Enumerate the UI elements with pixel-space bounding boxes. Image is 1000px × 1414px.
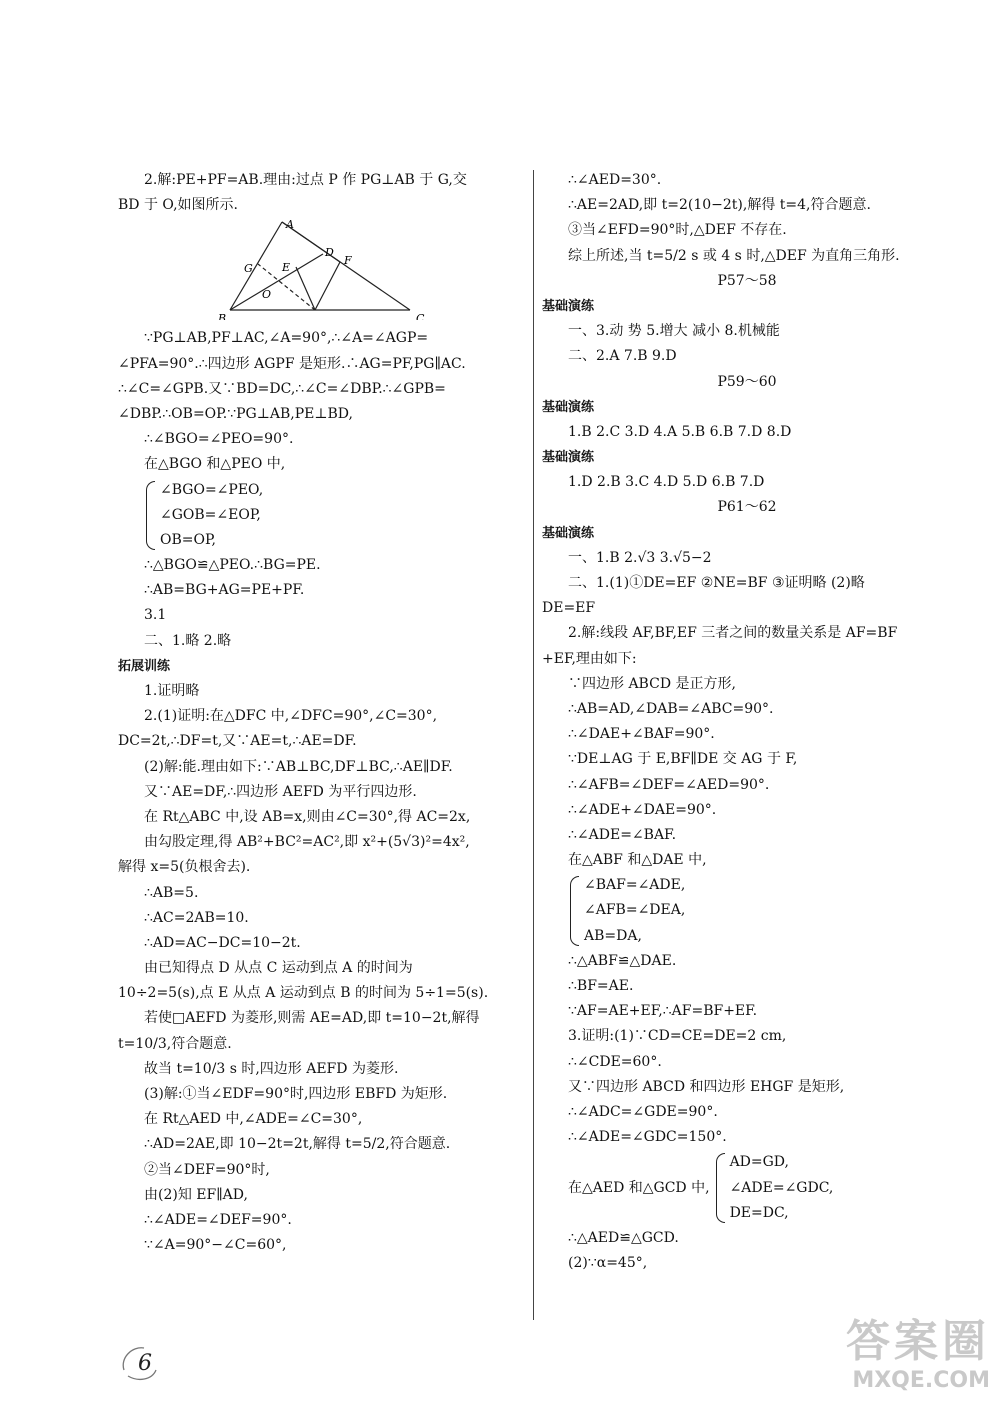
- text-line: 又∵AE=DF,∴四边形 AEFD 为平行四边形.: [144, 783, 417, 800]
- text-line: ∴∠AED=30°.: [568, 172, 662, 188]
- text-line: ∴AB=BG+AG=PE+PF.: [144, 582, 305, 599]
- section-heading: 基础演练: [542, 525, 595, 541]
- figure-label-d: D: [325, 246, 334, 260]
- text-line: ∴∠ADE=∠BAF.: [568, 826, 677, 843]
- watermark-url: MXQE.COM: [852, 1368, 990, 1393]
- text-line: ∴∠ADC=∠GDE=90°.: [568, 1103, 718, 1120]
- text-line: (2)∵α=45°,: [568, 1255, 648, 1272]
- section-heading: 拓展训练: [118, 658, 171, 674]
- text-line: ∴BF=AE.: [568, 978, 634, 994]
- page-number-badge: [118, 1340, 162, 1384]
- text-line: 在△ABF 和△DAE 中,: [568, 852, 707, 869]
- text-line: (2)解:能.理由如下:∵AB⊥BC,DF⊥BC,∴AE∥DF.: [144, 758, 453, 775]
- figure-segment-PE: [296, 267, 315, 310]
- text-line: 在△AED 和△GCD 中,: [568, 1179, 710, 1196]
- text-line: ∴△BGO≌△PEO.∴BG=PE.: [144, 557, 321, 574]
- text-line: 由(2)知 EF∥AD,: [144, 1186, 248, 1203]
- text-line: ∴AB=AD,∠DAB=∠ABC=90°.: [568, 700, 774, 717]
- text-line: 1.证明略: [144, 683, 200, 699]
- text-line: 一、1.B 2.√3 3.√5−2: [568, 549, 712, 566]
- figure-label-g: G: [244, 262, 253, 276]
- text-line: ∠DBP.∴OB=OP.∵PG⊥AB,PE⊥BD,: [118, 405, 353, 422]
- page-range-label: P61～62: [717, 499, 777, 516]
- text-line: ∵AF=AE+EF,∴AF=BF+EF.: [568, 1003, 758, 1020]
- text-line: ∴∠AFB=∠DEF=∠AED=90°.: [568, 776, 770, 793]
- column-divider: [533, 170, 534, 1320]
- text-line: 在△BGO 和△PEO 中,: [144, 456, 286, 473]
- brace-condition: OB=OP,: [160, 531, 217, 548]
- figure-container: [118, 220, 528, 320]
- text-line: ∴△ABF≌△DAE.: [568, 952, 677, 969]
- text-line: 二、2.A 7.B 9.D: [568, 348, 677, 365]
- watermark-logo-text: 答案圈: [846, 1316, 990, 1367]
- text-line: 二、1.略 2.略: [144, 632, 232, 649]
- text-line: +EF,理由如下:: [542, 650, 637, 667]
- text-line: 10÷2=5(s),点 E 从点 A 运动到点 B 的时间为 5÷1=5(s).: [118, 985, 489, 1002]
- text-line: ∵∠A=90°−∠C=60°,: [144, 1237, 287, 1254]
- figure-label-f: F: [344, 254, 352, 268]
- brace-condition: ∠AFB=∠DEA,: [584, 902, 686, 919]
- text-line: DE=EF: [542, 600, 596, 617]
- text-line: 3.证明:(1)∵CD=CE=DE=2 cm,: [568, 1028, 787, 1045]
- figure-label-b: B: [218, 312, 227, 321]
- text-line: ∴AB=5.: [144, 884, 199, 901]
- page-number: 6: [138, 1351, 152, 1376]
- brace-condition: ∠BGO=∠PEO,: [160, 481, 264, 498]
- text-line: 3.1: [144, 607, 167, 624]
- geometry-figure: [118, 220, 528, 320]
- text-line: 2.解:线段 AF,BF,EF 三者之间的数量关系是 AF=BF: [568, 625, 898, 642]
- brace-condition: ∠BAF=∠ADE,: [584, 877, 686, 894]
- text-line: 二、1.(1)①DE=EF ②NE=BF ③证明略 (2)略: [568, 575, 865, 591]
- text-line: ∴△AED≌△GCD.: [568, 1229, 679, 1246]
- figure-label-e: E: [282, 261, 291, 275]
- figure-segment-AB: [230, 222, 282, 310]
- text-line: ∴∠BGO=∠PEO=90°.: [144, 431, 294, 448]
- text-line: 解得 x=5(负根舍去).: [118, 859, 251, 876]
- text-line: 综上所述,当 t=5/2 s 或 4 s 时,△DEF 为直角三角形.: [568, 247, 900, 264]
- section-heading: 基础演练: [542, 450, 595, 466]
- text-line: ∴AC=2AB=10.: [144, 909, 249, 926]
- text-line: 在 Rt△AED 中,∠ADE=∠C=30°,: [144, 1111, 363, 1128]
- page-range-label: P59～60: [717, 373, 777, 390]
- text-line: 一、3.动 势 5.增大 减小 8.机械能: [568, 323, 780, 340]
- figure-segment-PF: [315, 262, 340, 310]
- text-line: DC=2t,∴DF=t,又∵AE=t,∴AE=DF.: [118, 733, 357, 750]
- brace-condition-group: [568, 873, 952, 949]
- text-line: ∴∠ADE+∠DAE=90°.: [568, 801, 717, 818]
- watermark: [760, 1316, 990, 1406]
- figure-label-o: O: [262, 288, 272, 302]
- text-line: 又∵四边形 ABCD 和四边形 EHGF 是矩形,: [568, 1078, 845, 1095]
- text-line: ∴∠ADE=∠DEF=90°.: [144, 1211, 292, 1228]
- text-line: 若使□AEFD 为菱形,则需 AE=AD,即 t=10−2t,解得: [144, 1010, 480, 1027]
- text-line: 在 Rt△ABC 中,设 AB=x,则由∠C=30°,得 AC=2x,: [144, 808, 471, 825]
- brace-condition-group: [144, 478, 528, 554]
- brace-row: [542, 1150, 952, 1226]
- text-line: BD 于 O,如图所示.: [118, 197, 238, 214]
- page-range-label: P57～58: [717, 272, 777, 289]
- text-line: 1.B 2.C 3.D 4.A 5.B 6.B 7.D 8.D: [568, 423, 792, 440]
- text-line: ∴∠CDE=60°.: [568, 1053, 662, 1070]
- brace-condition: ∠ADE=∠GDC,: [729, 1179, 834, 1196]
- right-column: [542, 168, 952, 1276]
- text-line: 由勾股定理,得 AB²+BC²=AC²,即 x²+(5√3)²=4x²,: [144, 834, 470, 851]
- brace-condition: ∠GOB=∠EOP,: [160, 506, 261, 523]
- text-line: ∴∠DAE+∠BAF=90°.: [568, 726, 715, 743]
- text-line: ∴∠ADE=∠GDC=150°.: [568, 1129, 727, 1146]
- text-line: ∠PFA=90°.∴四边形 AGPF 是矩形.∴AG=PF,PG∥AC.: [118, 355, 466, 372]
- text-line: 2.(1)证明:在△DFC 中,∠DFC=90°,∠C=30°,: [144, 708, 438, 725]
- text-line: (3)解:①当∠EDF=90°时,四边形 EBFD 为矩形.: [144, 1086, 448, 1102]
- text-line: 故当 t=10/3 s 时,四边形 AEFD 为菱形.: [144, 1060, 399, 1077]
- brace-condition: AD=GD,: [729, 1154, 789, 1171]
- text-line: ∵DE⊥AG 于 E,BF∥DE 交 AG 于 F,: [568, 751, 798, 768]
- text-line: 1.D 2.B 3.C 4.D 5.D 6.B 7.D: [568, 474, 765, 491]
- brace-condition-group: [714, 1150, 834, 1226]
- section-heading: 基础演练: [542, 298, 595, 314]
- left-column: [118, 168, 528, 1258]
- text-line: 2.解:PE+PF=AB.理由:过点 P 作 PG⊥AB 于 G,交: [144, 172, 467, 188]
- text-line: ∴AE=2AD,即 t=2(10−2t),解得 t=4,符合题意.: [568, 197, 871, 214]
- text-line: t=10/3,符合题意.: [118, 1035, 232, 1052]
- figure-label-c: C: [416, 312, 425, 321]
- text-line: ∴∠C=∠GPB.又∵BD=DC,∴∠C=∠DBP.∴∠GPB=: [118, 380, 446, 397]
- brace-condition: DE=DC,: [729, 1204, 789, 1221]
- text-line: ②当∠DEF=90°时,: [144, 1161, 270, 1178]
- figure-label-a: A: [286, 220, 294, 232]
- text-line: 由已知得点 D 从点 C 运动到点 A 的时间为: [144, 960, 413, 977]
- brace-condition: AB=DA,: [584, 927, 642, 944]
- text-line: ∴AD=AC−DC=10−2t.: [144, 934, 301, 951]
- section-heading: 基础演练: [542, 399, 595, 415]
- text-line: ∵PG⊥AB,PF⊥AC,∠A=90°,∴∠A=∠AGP=: [144, 330, 429, 347]
- text-line: ③当∠EFD=90°时,△DEF 不存在.: [568, 222, 787, 239]
- text-line: ∵四边形 ABCD 是正方形,: [568, 675, 736, 692]
- text-line: ∴AD=2AE,即 10−2t=2t,解得 t=5/2,符合题意.: [144, 1136, 451, 1153]
